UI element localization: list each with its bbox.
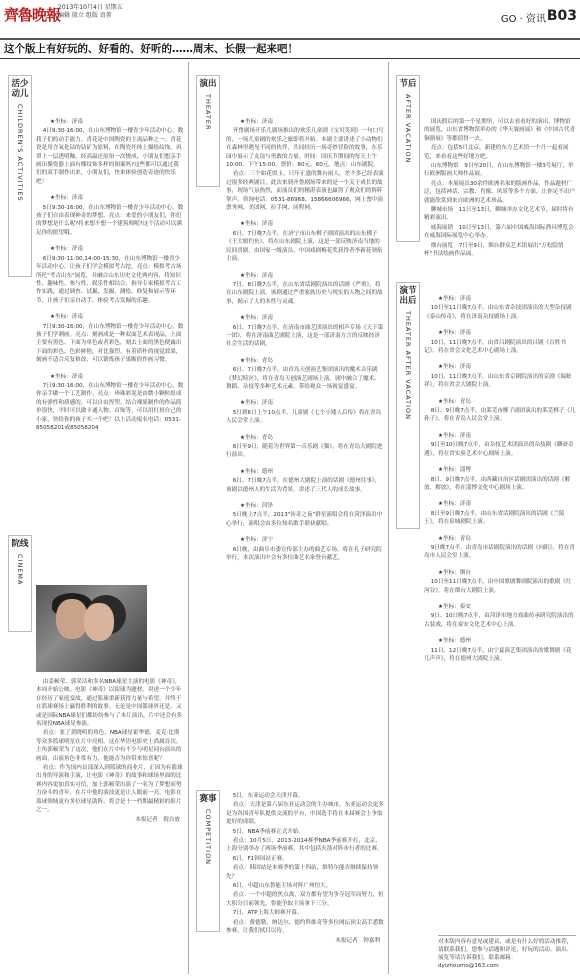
- article-body: 齐鲁剧场开乐儿剧场推出的欢乐儿童剧《宝贝笑到》一句口号的，一场儿童剧的欢乐之旅即将开始。本剧主要讲述了小动物们在森林里遇见不同的伙伴，共同经历一场奇妙冒险的故事，在乐园中展示了友谊与勇敢的力量。时间：国庆节期间的每天上午10:00，下午15:00。票价：80元、60元。地点：山东剧院。: [226, 128, 384, 169]
- issue-info: [58, 4, 123, 20]
- tab-after-cn: 节后: [399, 79, 417, 89]
- reporter-byline: 本报记者 倪自放: [135, 816, 180, 823]
- article-body: 10日、11日晚7点半，由山东省京剧院演出的京剧《瑞蚨祥》，将在省会大剧院上演。: [424, 373, 572, 389]
- article-body: 亮点：包括5月北京，新建的东方艺术馆一个月一起看展览，来看看这些好地方吧。: [424, 145, 569, 160]
- article-body: 9日至10日晚7点半，由杂技艺术团演出的杂技剧《聊斋奇遇》，将在省实验艺术中心剧场上演。: [424, 442, 574, 457]
- tab-theater-cn: 演出: [199, 79, 217, 89]
- article-body: 看点：10月5日，2013-2014赛季NBA季前赛开打，北京、上海分别举办了两场季前赛，其中包括火箭对阵步行者的比赛。: [226, 838, 383, 853]
- article-location: ★坐标：济南: [438, 330, 471, 337]
- article-location: ★坐标：济南: [438, 432, 471, 439]
- tab-children-cn: 活少动儿: [11, 79, 29, 99]
- reader-contact-note: 对本版内容有意见或建议，或是有什么好的活动推荐，请联系我们。您参与话题和评论，好玩的活动、演出、展览等请告诉我们。联系邮箱：dyizhoumo@163.com: [438, 935, 576, 970]
- article-body: 10日至11日晚7点半，由中国歌剧舞剧院演出的歌剧《红河谷》，将在烟台大剧院上演。: [424, 579, 572, 594]
- page-number: B03: [546, 8, 577, 24]
- issue-date: 2013年10月4日 星期五: [58, 4, 123, 11]
- article-location: ★坐标：菏泽: [240, 503, 273, 510]
- article-body: 看点：作为国内首部深入到篮球的商业片，正因为有篮球出身的导演和主演，让电影《神奇》的故事和球场里面的比赛内容更加真实可信，加上郭顿荣出演了一名为了梦想而努力奋斗的青年，在片中他的演技更是让人眼前一亮。电影在篮球领域更有多位球星助阵，将会是十一档期最精彩的影片之一。: [36, 765, 183, 814]
- tab-competition-cn: 赛事: [199, 794, 217, 804]
- article-body: 8日、9日晚7点半，由莱芜市梆子剧团演出的莱芜梆子《儿孙子》，将在青岛人民会堂上演。: [424, 408, 576, 423]
- reporter-byline: 本报记者 钟嘉利: [335, 937, 380, 944]
- competition-articles: [226, 792, 384, 972]
- article-location: ★坐标：济南: [438, 501, 471, 508]
- column-divider: [388, 62, 389, 974]
- article-body: 6日、7日晚7点半，在德州大剧院上演的话剧《德州往事》，该剧以德州人的生活为背景，讲述了三代人的成长故事。: [226, 478, 381, 493]
- newspaper-logo: 齊魯晚報: [4, 6, 61, 24]
- article-location: ★坐标：济南: [50, 119, 83, 125]
- article-location: ★坐标：泰安: [438, 603, 471, 610]
- tab-competition: [196, 790, 220, 932]
- theater-articles: [226, 118, 384, 783]
- article-location: ★坐标：烟台: [438, 569, 471, 576]
- article-location: ★坐标：济南: [240, 400, 273, 407]
- article-location: ★坐标：济南: [50, 195, 83, 202]
- column-divider: [188, 62, 189, 974]
- article-body: 5日到6日上午10点半，儿童剧《七个小矮人后传》将在青岛人民会堂上演。: [226, 409, 382, 425]
- tab-after-vacation: [396, 75, 420, 242]
- article-body: 10日至11日晚7点半，由山东省杂技团演出的大型杂技剧《泰山传奇》，将在济南杂技剧场上演。: [424, 305, 572, 320]
- article-body: 看点：费德勒、纳达尔、德约科维奇等多位网坛顶尖高手悉数参赛，让我们拭目以待。: [226, 919, 384, 935]
- article-location: ★坐标：德州: [438, 638, 471, 645]
- tab-theater: [196, 75, 220, 187]
- article-body: 10日、11日晚7点半，由省吕剧院演出的吕剧《百姓书记》，将在省会文化艺术中心剧场上演。: [424, 339, 566, 355]
- article-location: ★坐标：济南: [50, 373, 83, 380]
- article-body: 7日9:30-16:00，在山东博物馆一楼青少年活动中心，数孩子们学刺画。亮点：刻画成是一种双面艺术表现品，上面主要有黑色、下面为单色或者彩色，刻去上面的黑色便露出下面的彩色，色彩鲜艳，对比强烈。有着质朴的视觉效果，刻画不适合反复修改，可以锻炼孩子果断的作画习惯。: [36, 323, 184, 364]
- article-location: ★坐标：青岛: [240, 434, 273, 441]
- article-body: 烟台展览 7日至9日，烟台群众艺术馆展出"万松隐情杯"书法绘画作品展。: [424, 242, 564, 258]
- article-location: ★坐标：济南: [240, 221, 273, 228]
- article-body: 6日至9日，随着为世界第一音乐剧《猫》，将在青岛大剧院进行演出。: [226, 444, 383, 459]
- article-location: ★坐标：济宁: [240, 537, 273, 544]
- article-body: 6日9:30-11:00,14:00-15:30，在山东博物馆一楼青少年活动中心，让孩子们学会模拟考古挖。亮点：模拟考古场所托"考古山东"展览，并融合山东历史文化典内容，将知识性、趣味性、参与性、娱乐性相结合，指导专家模拟考古工作实践，通过调查、试掘、发掘、测绘、修复和展示等环节，让孩子们亲自动手，体验考古发掘的乐趣。: [36, 255, 182, 304]
- article-body: 亮点：本展展出30余件欧洲名家的版画作品，作品题材广泛，包括神话、宗教、肖像、风景等多个方面，让你足不出户就能欣赏到来自欧洲的艺术珍品。: [424, 180, 576, 204]
- event-title: 6日，中超山东鲁能主场对阵广州恒大。: [232, 883, 332, 890]
- editors-line: 编辑 殷立 组版 语菁: [58, 12, 112, 19]
- article-location: ★坐标：济南: [240, 315, 273, 322]
- article-body: 5日晚上7点半，2013"传奇之夜"群星演唱会将在菏泽演出中心举行，演唱会由多位知名歌手联袂献唱。: [226, 512, 383, 527]
- page-headline: 这个版上有好玩的、好看的、好听的……周末、长假一起来吧！: [4, 43, 298, 55]
- face-shape: [84, 603, 114, 641]
- article-body: 山东博物馆 9日至20日，在山东博物馆一楼3号展厅，举行欧洲版画大师作品展。: [424, 163, 574, 178]
- tab-after-en: AFTER VACATION: [404, 94, 412, 164]
- article-body: 8日、9日晚7点半，由西藏自治区话剧团演出的话剧《解放，解放》，将在淄博文化中心剧场上演。: [424, 476, 571, 491]
- article-body: 6日、7日晚7点半，在济南市曲艺团演出的相声专场《天下第一团》，将在济南曲艺剧院上演，这是一部济南方言的反映经济社会生活的话剧。: [226, 324, 384, 348]
- article-body: 6日、7日晚7点半，在济宁市山东梆子剧团演出的山东梆子《王大娘钓鱼》，将在山东剧院上演，这是一部反映济南当地的民间喜剧。由国家一级演员、中国戏剧梅花奖获得者李新花领衔主演。: [226, 230, 383, 263]
- article-location: ★坐标：青岛: [438, 535, 471, 542]
- tab-theater-after-en: THEATER AFTER VACATION: [404, 311, 412, 421]
- article-location: ★坐标：济南: [438, 364, 471, 371]
- article-body: 6日、7日晚7点半，由青岛天创演艺集团演出的魔术音乐剧《梦幻特区》，将在青岛天创演艺剧场上演。剧中融合了魔术、舞蹈、杂技等多种艺术元素，带给观众一场视觉盛宴。: [226, 367, 380, 390]
- article-location: ★坐标：济南: [240, 119, 273, 125]
- article-body: 威海展销 10日至13日，第六届中国威海国际渔具博览会在威海国际展览中心举办。: [424, 224, 574, 240]
- article-location: ★坐标：济南: [438, 296, 471, 302]
- article-body: 4日9:30-16:00，在山东博物馆一楼青少年活动中心，数我子们的动手能力。青花是中国陶瓷的主流品种之一。青花瓷是用含氧化钴的钴矿为原料，在陶瓷坯体上描绘纹饰，再罩上一层透明釉，经高温还原焰一次烧成，小朋友们想亲手画出像瓷器上面有棵纹饰多样的图案吗?这些都可以通过我们的双手制作出来，小朋友们，快来体验创造奇迹的快乐吧！: [36, 128, 184, 185]
- after-vacation-articles: [424, 118, 576, 283]
- tab-children-en: CHILDREN'S ACTIVITIES: [16, 104, 24, 202]
- article-body: 11日、12日晚7点半，由宁夏演艺集团演出的歌舞剧《花儿声声》，将在德州大剧院上演。: [424, 647, 572, 662]
- article-body: 6日晚，由曲阜市委宣传部主办的曲艺专场，将在孔子研究院举行，本次演出中会有多位曲艺名家登台献艺。: [226, 546, 382, 562]
- event-title: 5日，东亚运动会天津开幕。: [232, 793, 304, 799]
- tab-children-activities: [8, 75, 32, 277]
- section-name: GO · 资讯: [500, 14, 546, 25]
- article-body: 7日、8日晚7点半，在山东省话剧院演出的话剧《严重》，将在山东剧院上演。该剧通过严重家族历史与现实的人物之间的故事，揭示了人的本性与灵魂。: [226, 281, 383, 305]
- article-location: ★坐标：济南: [50, 314, 83, 321]
- article-body: 7日9:30-16:00，在山东博物馆一楼青少年活动中心，数你亲手做一个工艺制作。亮点：珍珠彩泥是由微小颗粒组成的有弹性和质感的，可以自由捏塑。结合裸果制作的作品简单很快，平时可以做卡通人物、首饰等，可以用打扮自己的小家，快给你的孩子买一个吧！以上活动报名电话：0531-85058201或85058204: [36, 382, 184, 431]
- movie-still-photo: [36, 585, 147, 672]
- event-title: 6日，F1韩国站正赛。: [232, 855, 288, 862]
- article-location: ★坐标：青岛: [438, 398, 471, 405]
- cinema-article: [36, 678, 184, 968]
- tab-cinema-en: CINEMA: [16, 554, 24, 586]
- theater-after-vacation-articles: [424, 295, 576, 929]
- article-body: 看点：天津是第六届东亚运动会的主办城市，东亚运动会更多是为各国青年队提供交流的平台，中国选手将在本届赛会上争取更好的成绩。: [226, 802, 384, 826]
- article-location: ★坐标：青岛: [240, 357, 273, 364]
- tab-theater-after-cn: 演节出后: [399, 286, 417, 306]
- article-body: 5日9:30-16:00，在山东博物馆一楼青少年活动中心，数孩子们自由表现神奇的梦想。亮点：来爱的小朋友们，你们的梦想是什么呢?将来想不想一个建筑师呢?这个活动可以满足你的愿望哦。: [36, 204, 184, 236]
- article-body: 9日晚7点半，由青岛市话剧院演出的话剧《向阳》，将在青岛市人民会堂上演。: [424, 544, 575, 560]
- tab-theater-en: THEATER: [204, 94, 212, 131]
- article-body: 9日、10日晚7点半，由菏泽市地方戏曲传承研究院演出的古装戏，将在泰安文化艺术中心上演。: [424, 613, 574, 628]
- headline-rule: [0, 58, 580, 59]
- tab-cinema: [8, 535, 32, 632]
- tab-theater-after-vacation: [396, 282, 420, 529]
- article-body: 看点：三个如花似玉、只年正盛的舞台雨人，差不多已经表演过很多经典剧目。此次来到齐鲁剧场带来的是一个关于成长的故事，现场气氛热烈，而演员们的精湛表演也赢得了观众们的阵阵掌声。咨询电话：0531-86968、15866606966，网上票中演票务网、美团网、拉手网、同程网。: [226, 171, 384, 212]
- event-title: 7日，ATP上海大师赛开幕。: [232, 910, 303, 917]
- tab-cinema-cn: 院线: [11, 539, 29, 549]
- masthead: [0, 0, 580, 40]
- article-body: 看点：一个中超的焦点战，双方都有望为争夺冠军而努力，恒大积分目前领先，鲁能争取主场拿下三分。: [226, 892, 384, 907]
- article-location: ★坐标：德州: [240, 468, 273, 475]
- article-body: 聊城市场 11日至13日，聊城举办文化艺术节，届时将有精彩演出。: [424, 207, 574, 222]
- article-body: 国庆假后的第一个星期里，可以去看看好的演出、博物馆的展览，山东省博物馆举办的《华天寰画展》和《中国古代青铜器展》等都值得一去。: [424, 119, 576, 142]
- tab-competition-en: COMPETITION: [204, 809, 212, 866]
- article-location: ★坐标：济南: [240, 272, 273, 279]
- children-activities-articles: [36, 118, 184, 530]
- event-title: 5日，NBA季前赛正式开始。: [232, 828, 305, 835]
- article-body: 看点：张了黄晓明的角色，NBA球星霍华德、麦克·比斯等众多篮球明星在片中亮相，这在华语电影史上尚属首次。主角郭顿荣为了这次，他们在片中有不少与明星同台演出的画面，出演角色非常有力，他能否为你带来惊喜呢？: [36, 730, 182, 762]
- article-body: 由姜顿荣、郭采洁和多名NBA球星主演的电影《神奇》，本周开始公映。电影《神奇》以街球为题材，讲述一个少年在经历了家庭变故，通过篮球重新获得力量与希望，并终于在篮球赛场上赢得胜利的故事。无论是中国篮球界还是，又或是国际NBA球星们都纷纷参与了本片演出，片中还会有多名现役NBA球星参演。: [36, 679, 183, 728]
- article-body: 看点：韩国站是本赛季的第十四站，维特尔能否继续保持领先？: [226, 865, 379, 880]
- article-body: 8日至9日晚7点半，由山东省话剧院演出的话剧《兰陵王》，将在泉城剧院上演。: [424, 510, 565, 526]
- article-location: ★坐标：淄博: [438, 467, 471, 474]
- article-location: ★坐标：济南: [50, 246, 83, 253]
